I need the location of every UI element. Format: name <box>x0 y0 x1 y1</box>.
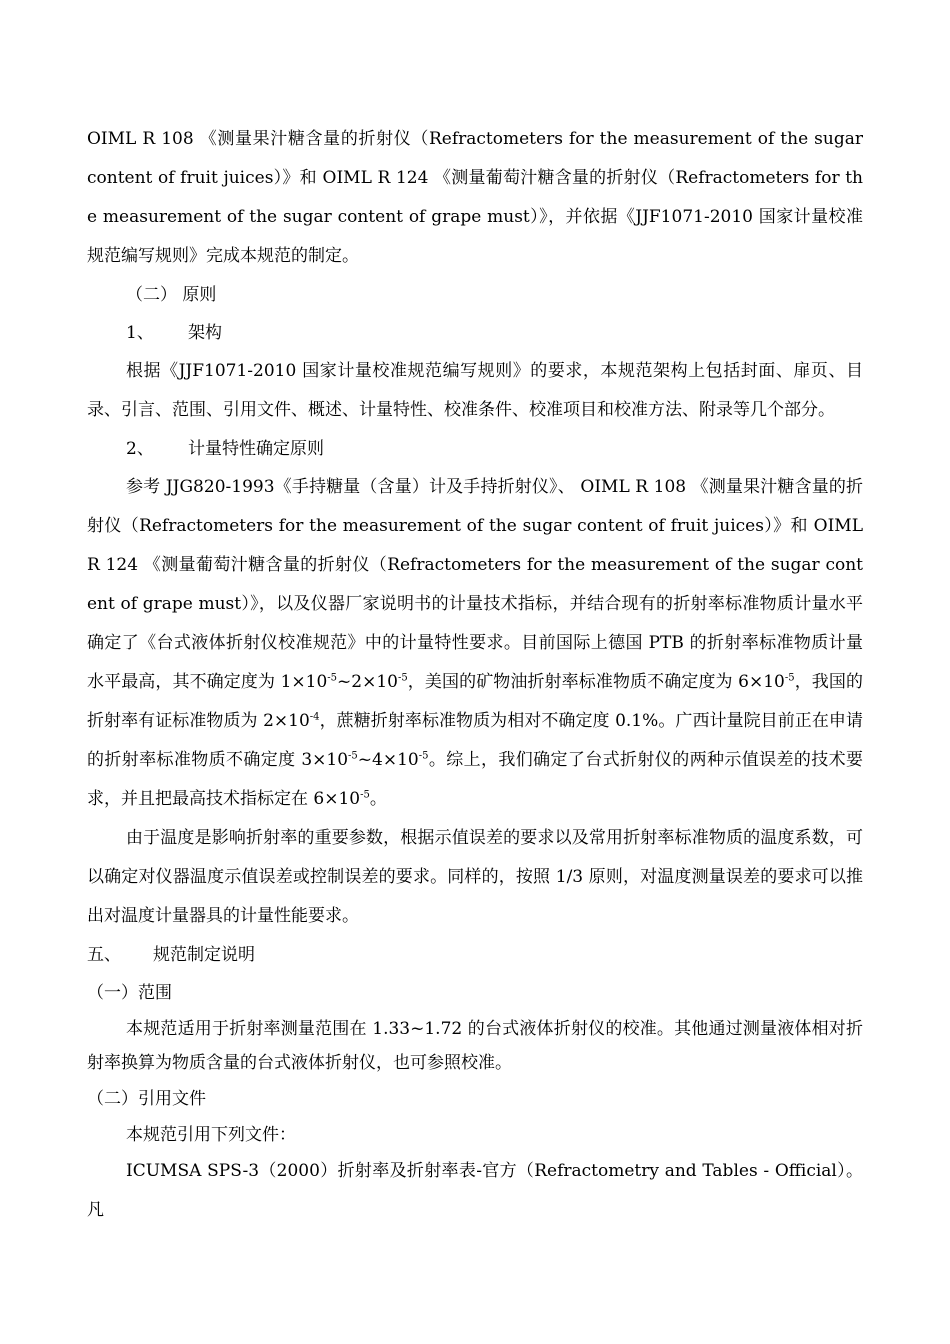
paragraph-architecture: 根据《JJF1071-2010 国家计量校准规范编写规则》的要求，本规范架构上包括封面、扉页、目录、引言、范围、引用文件、概述、计量特性、校准条件、校准项目和校准方法、附录等几个部分。 <box>87 361 863 420</box>
paragraph-metrology: 参考 JJG820-1993《手持糖量（含量）计及手持折射仪》、 OIML R 108 《测量果汁糖含量的折射仪（Refractometers for the measurement of the sugar content of fruit juices）》和 OIML R 124 《测量葡萄汁糖含量的折射仪（Refractometers for the measurement of the sugar content of grape must）》，以及仪器厂家说明书的计量技术指标，并结合现有的折射率标准物质计量水平确定了《台式液体折射仪校准规范》中的计量特性要求。目前国际上德国 PTB 的折射率标准物质计量水平最高，其不确定度为 $1\times 10^{-5}\sim 2\times 10^{-5}$，美国的矿物油折射率标准物质不确定度为 $6\times 10^{-5}$，我国的折射率有证标准物质为 $2\times 10^{-4}$，蔗糖折射率标准物质为相对不确定度 0.1%。广西计量院目前正在申请的折射率标准物质不确定度 $3\times 10^{-5}\sim 4\times 10^{-5}$。综上，我们确定了台式折射仪的两种示值误差的技术要求，并且把最高技术指标定在 $6\times 10^{-5}$。 <box>87 477 863 809</box>
heading-specification-label: 规范制定说明 <box>153 945 255 965</box>
heading-references-label: （二）引用文件 <box>87 1089 206 1109</box>
paragraph-references-intro: 本规范引用下列文件： <box>126 1125 296 1145</box>
heading-principle <box>87 276 863 314</box>
heading-principle-label: （二） 原则 <box>126 285 217 305</box>
heading-metrology-number: 2、 <box>126 439 154 459</box>
heading-scope <box>87 974 863 1012</box>
paragraph-scope: 本规范适用于折射率测量范围在 1.33~1.72 的台式液体折射仪的校准。其他通过测量液体相对折射率换算为物质含量的台式液体折射仪，也可参照校准。 <box>87 1019 863 1073</box>
document-page <box>87 120 863 1230</box>
paragraph-temperature: 由于温度是影响折射率的重要参数，根据示值误差的要求以及常用折射率标准物质的温度系数，可以确定对仪器温度示值误差或控制误差的要求。同样的，按照 1/3 原则，对温度测量误差的要求可以推出对温度计量器具的计量性能要求。 <box>87 828 863 926</box>
heading-architecture-label: 架构 <box>188 323 222 343</box>
paragraph-reference-icumsa: ICUMSA SPS-3（2000）折射率及折射率表-官方（Refractometry and Tables - Official）。凡 <box>87 1161 863 1220</box>
heading-architecture <box>87 314 863 352</box>
heading-metrology-principle <box>87 430 863 468</box>
paragraph-standards-basis: OIML R 108 《测量果汁糖含量的折射仪（Refractometers for the measurement of the sugar content of fruit juices）》和 OIML R 124 《测量葡萄汁糖含量的折射仪（Refractometers for the measurement of the sugar content of grape must）》，并依据《JJF1071-2010 国家计量校准规范编写规则》完成本规范的制定。 <box>87 129 863 266</box>
heading-scope-label: （一）范围 <box>87 983 172 1003</box>
heading-specification-number: 五、 <box>87 945 121 965</box>
heading-references <box>87 1080 863 1118</box>
heading-metrology-label: 计量特性确定原则 <box>188 439 324 459</box>
heading-specification-notes <box>87 936 863 974</box>
heading-architecture-number: 1、 <box>126 323 154 343</box>
